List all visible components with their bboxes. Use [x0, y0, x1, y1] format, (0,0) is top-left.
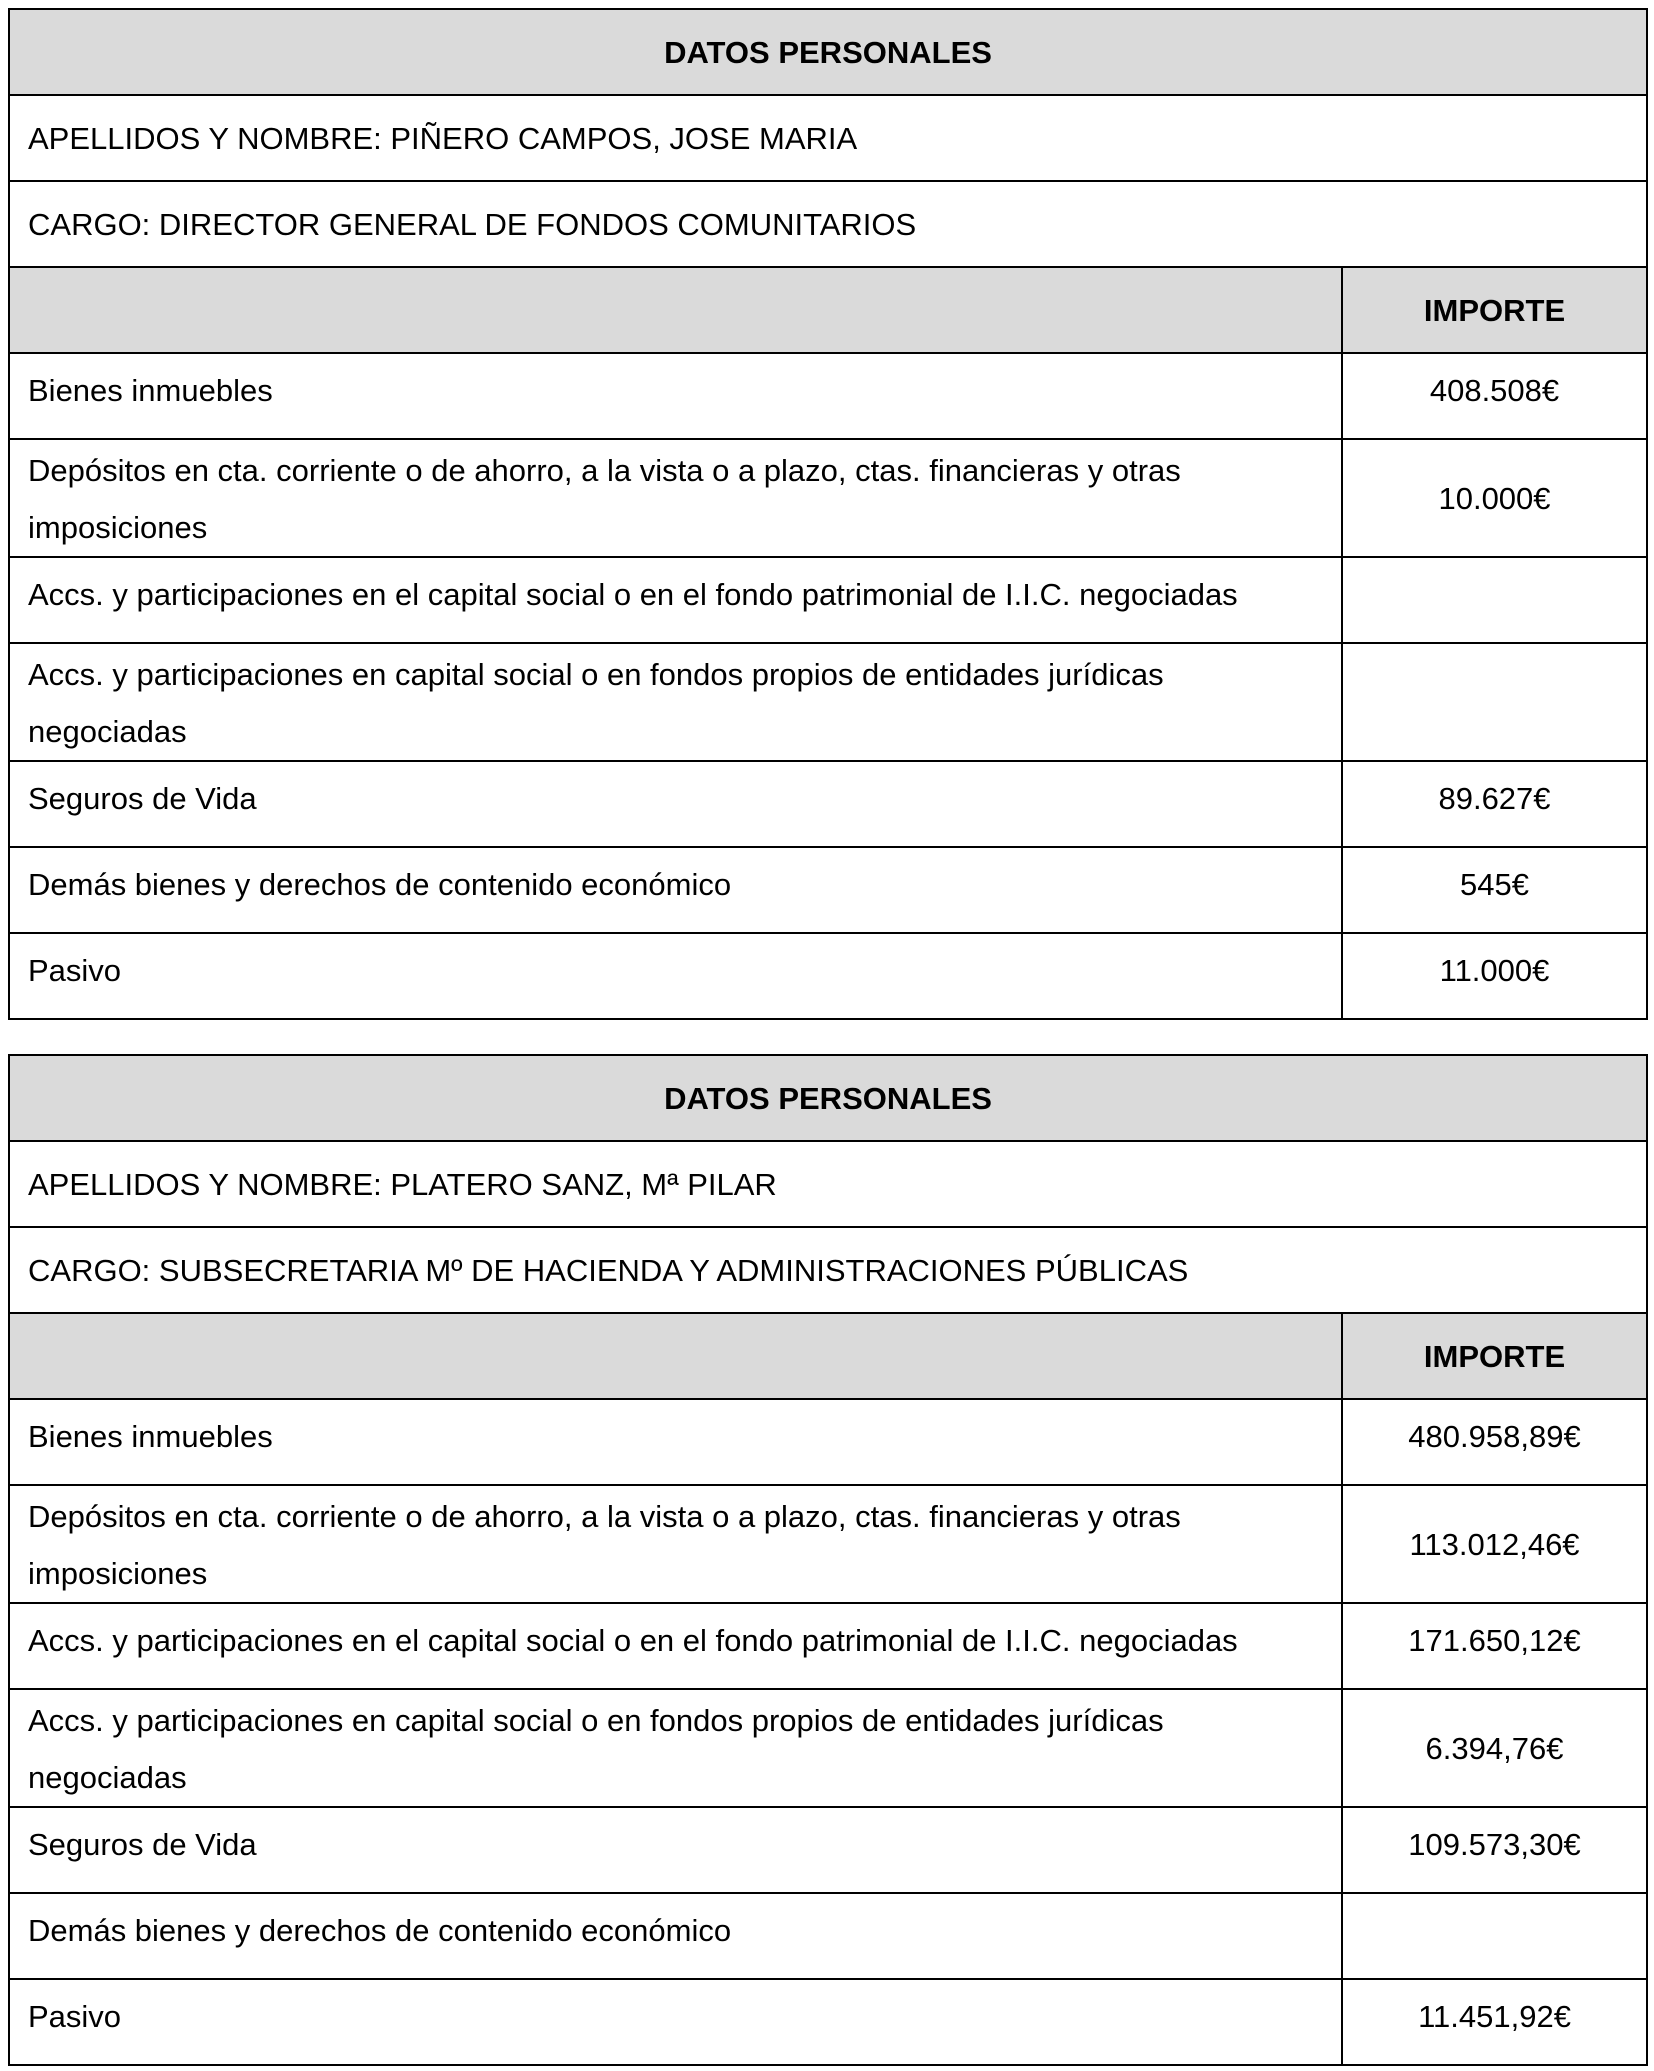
asset-value: [1342, 557, 1647, 643]
table-row: [9, 1689, 1647, 1807]
asset-value: 480.958,89€: [1342, 1399, 1647, 1485]
asset-value: 11.451,92€: [1342, 1979, 1647, 2065]
table-row: [9, 933, 1647, 1019]
cargo-line: CARGO: DIRECTOR GENERAL DE FONDOS COMUNITARIOS: [9, 181, 1647, 267]
table-row: [9, 557, 1647, 643]
asset-label: Seguros de Vida: [9, 1807, 1342, 1893]
table-row: [9, 1807, 1647, 1893]
table-row: [9, 353, 1647, 439]
cargo-row: [9, 181, 1647, 267]
table-row: [9, 1603, 1647, 1689]
asset-value: 10.000€: [1342, 439, 1647, 557]
asset-value: 408.508€: [1342, 353, 1647, 439]
cargo-row: [9, 1227, 1647, 1313]
asset-label: Depósitos en cta. corriente o de ahorro, a la vista o a plazo, ctas. financieras y otras imposiciones: [9, 439, 1342, 557]
asset-value: 89.627€: [1342, 761, 1647, 847]
section-title-row: [9, 1055, 1647, 1141]
importe-header-row: [9, 1313, 1647, 1399]
table-row: [9, 847, 1647, 933]
asset-value: 109.573,30€: [1342, 1807, 1647, 1893]
table-row: [9, 643, 1647, 761]
asset-label: Pasivo: [9, 933, 1342, 1019]
section-title-row: [9, 9, 1647, 95]
section-title: DATOS PERSONALES: [9, 9, 1647, 95]
asset-value: 545€: [1342, 847, 1647, 933]
name-line: APELLIDOS Y NOMBRE: PLATERO SANZ, Mª PILAR: [9, 1141, 1647, 1227]
asset-value: 6.394,76€: [1342, 1689, 1647, 1807]
asset-declaration-table: [8, 1054, 1648, 2066]
table-row: [9, 1485, 1647, 1603]
table-row: [9, 1399, 1647, 1485]
asset-label: Accs. y participaciones en el capital social o en el fondo patrimonial de I.I.C. negociadas: [9, 557, 1342, 643]
asset-declaration-table: [8, 8, 1648, 1020]
header-blank-cell: [9, 1313, 1342, 1399]
importe-header: IMPORTE: [1342, 267, 1647, 353]
name-row: [9, 95, 1647, 181]
asset-label: Demás bienes y derechos de contenido económico: [9, 1893, 1342, 1979]
asset-label: Depósitos en cta. corriente o de ahorro, a la vista o a plazo, ctas. financieras y otras imposiciones: [9, 1485, 1342, 1603]
importe-header: IMPORTE: [1342, 1313, 1647, 1399]
asset-label: Accs. y participaciones en capital social o en fondos propios de entidades jurídicas negociadas: [9, 643, 1342, 761]
header-blank-cell: [9, 267, 1342, 353]
asset-value: 11.000€: [1342, 933, 1647, 1019]
asset-value: [1342, 1893, 1647, 1979]
table-row: [9, 761, 1647, 847]
asset-label: Pasivo: [9, 1979, 1342, 2065]
asset-label: Bienes inmuebles: [9, 353, 1342, 439]
asset-value: 171.650,12€: [1342, 1603, 1647, 1689]
asset-label: Bienes inmuebles: [9, 1399, 1342, 1485]
asset-label: Accs. y participaciones en el capital social o en el fondo patrimonial de I.I.C. negociadas: [9, 1603, 1342, 1689]
table-row: [9, 439, 1647, 557]
asset-label: Seguros de Vida: [9, 761, 1342, 847]
table-row: [9, 1979, 1647, 2065]
importe-header-row: [9, 267, 1647, 353]
asset-value: [1342, 643, 1647, 761]
cargo-line: CARGO: SUBSECRETARIA Mº DE HACIENDA Y ADMINISTRACIONES PÚBLICAS: [9, 1227, 1647, 1313]
section-title: DATOS PERSONALES: [9, 1055, 1647, 1141]
asset-label: Demás bienes y derechos de contenido económico: [9, 847, 1342, 933]
name-row: [9, 1141, 1647, 1227]
name-line: APELLIDOS Y NOMBRE: PIÑERO CAMPOS, JOSE MARIA: [9, 95, 1647, 181]
asset-label: Accs. y participaciones en capital social o en fondos propios de entidades jurídicas negociadas: [9, 1689, 1342, 1807]
asset-value: 113.012,46€: [1342, 1485, 1647, 1603]
table-row: [9, 1893, 1647, 1979]
